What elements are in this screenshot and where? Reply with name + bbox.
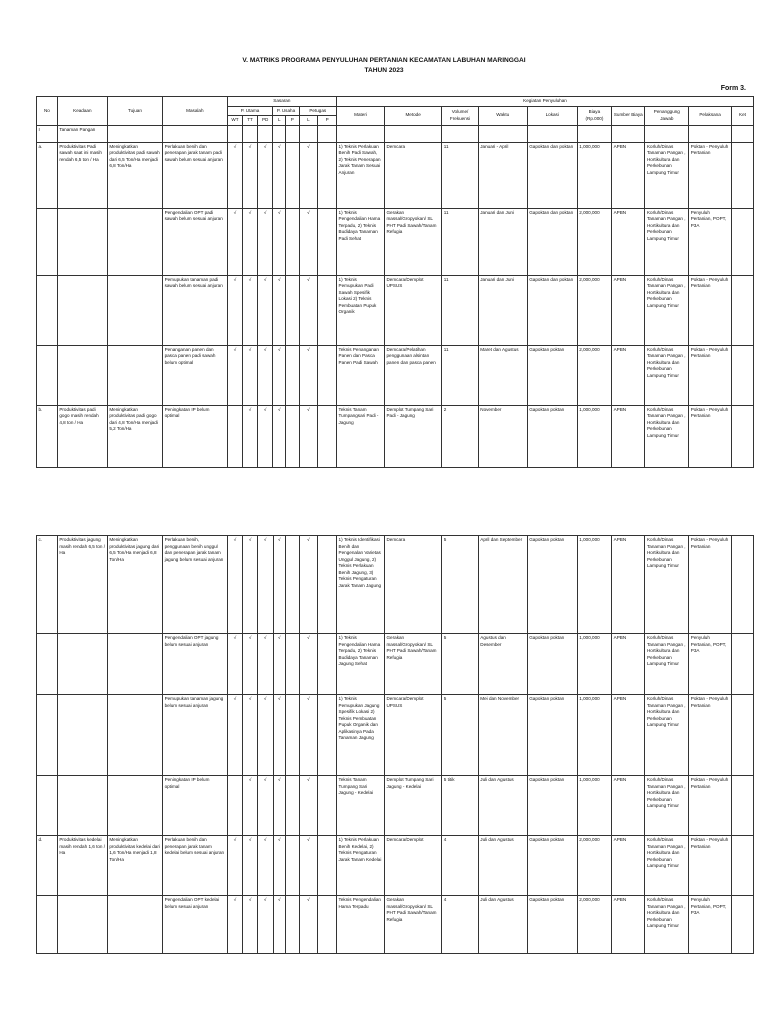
materi-cell: 1) Teknis Pemupukan Padi Sawah Spesifik Lokasi 2) Teknis Pembuatan Pupuk Organik [337, 275, 385, 345]
section-label: Tanaman Pangan [57, 125, 107, 142]
document-title [0, 56, 768, 76]
check-usaha-l: √ [273, 345, 286, 405]
metode-cell: Gerakan massal/Gropyokan/ SL PHT Padi Sawah/Tanam Refugia [384, 208, 441, 275]
volume-cell: 5 [442, 695, 478, 776]
volume-cell: 4 [442, 896, 478, 954]
check-usaha-l: √ [273, 634, 286, 695]
check-petugas-p [318, 836, 337, 896]
row-no: d. [37, 836, 58, 896]
materi-cell: 1) Teknis Pengendalian Hama Terpadu, 2) Teknis Budidaya Tanaman Jagung Sehat [337, 634, 385, 695]
table-row [37, 634, 754, 695]
keadaan-cell [57, 345, 107, 405]
check-pd: √ [257, 896, 273, 954]
check-petugas-p [318, 405, 337, 467]
check-tt: √ [243, 695, 258, 776]
header-penanggung: Penanggung Jawab [645, 106, 689, 125]
section-row [37, 125, 754, 142]
materi-cell: 1) Teknis Perlakuan Benih Kedelai, 2) Teknis Pengaturan Jarak Tanam Kedelai [337, 836, 385, 896]
header-masalah: Masalah [163, 97, 228, 126]
metode-cell: Demcara/Pelatihan penggunaan alsintan panen dan pasca panen [384, 345, 441, 405]
pelaksana-cell: Poktan - Penyuluh Pertanian [689, 142, 732, 208]
check-petugas-p [318, 896, 337, 954]
header-volume: Volume/ Frekuensi [442, 106, 478, 125]
header-usaha-l: L [273, 116, 286, 126]
header-biaya: Biaya (Rp.000) [577, 106, 611, 125]
header-p-usaha: P. Usaha [273, 106, 299, 116]
waktu-cell: Maret dan Agustus [478, 345, 527, 405]
check-petugas-l: √ [299, 695, 318, 776]
biaya-cell: 2,000,000 [577, 345, 611, 405]
metode-cell: Demcara/Demplot UPSUS [384, 695, 441, 776]
materi-cell: 1) Teknis Identifikasi Benih dan Pengenalan Varietas Unggul Jagung, 2) Teknis Perlakuan Benih Jagung, 3) Teknis Pengaturan Jarak Tanam Jagung [337, 536, 385, 634]
tujuan-cell [107, 896, 162, 954]
lokasi-cell: Gapoktan dan poktan [527, 208, 577, 275]
metode-cell: Demcara/Demplot UPSUS [384, 275, 441, 345]
masalah-cell: Pemupukan tanaman jagung belum sesuai anjuran [163, 695, 228, 776]
check-tt: √ [243, 208, 258, 275]
check-wt: √ [227, 536, 243, 634]
header-sumber: Sumber Biaya [612, 106, 645, 125]
lokasi-cell: Gapoktan poktan [527, 634, 577, 695]
check-petugas-l: √ [299, 634, 318, 695]
row-no [37, 695, 58, 776]
masalah-cell: Peningkatan IP belum optimal [163, 776, 228, 836]
header-waktu: Waktu [478, 106, 527, 125]
keadaan-cell [57, 634, 107, 695]
check-petugas-l: √ [299, 345, 318, 405]
pelaksana-cell: Poktan - Penyuluh Pertanian [689, 536, 732, 634]
ket-cell [731, 836, 753, 896]
materi-cell: Teknis Tanam Tumpangsari Padi - Jagung [337, 405, 385, 467]
ket-cell [731, 695, 753, 776]
waktu-cell: Januari dan Juni [478, 208, 527, 275]
tujuan-cell: Meningkatkan produktivitas padi sawah dari 6,5 Ton/Ha menjadi 6,8 Ton/Ha [107, 142, 162, 208]
tujuan-cell [107, 776, 162, 836]
table-row [37, 275, 754, 345]
masalah-cell: Perlakuan benih, penggunaan benih unggul dan penerapan jarak tanam jagung belum sesuai anjuran [163, 536, 228, 634]
lokasi-cell: Gapoktan poktan [527, 776, 577, 836]
volume-cell: 11 [442, 345, 478, 405]
row-no [37, 634, 58, 695]
check-usaha-l: √ [273, 208, 286, 275]
waktu-cell: Juli dan Agustus [478, 896, 527, 954]
biaya-cell: 2,000,000 [577, 836, 611, 896]
matrix-table-top [36, 96, 754, 468]
table-row [37, 776, 754, 836]
check-pd: √ [257, 776, 273, 836]
volume-cell: 11 [442, 208, 478, 275]
ket-cell [731, 776, 753, 836]
ket-cell [731, 345, 753, 405]
masalah-cell: Perlakuan benih dan penerapan jarak tanam padi sawah belum sesuai anjuran [163, 142, 228, 208]
lokasi-cell: Gapoktan poktan [527, 896, 577, 954]
check-petugas-l: √ [299, 208, 318, 275]
table-row [37, 695, 754, 776]
title-line-1: V. MATRIKS PROGRAMA PENYULUHAN PERTANIAN KECAMATAN LABUHAN MARINGGAI [242, 57, 526, 64]
materi-cell: 1) Teknis Pengendalian Hama Terpadu, 2) Teknis Budidaya Tanaman Padi Sehat [337, 208, 385, 275]
header-pd: PD [257, 116, 273, 126]
check-usaha-p [285, 275, 299, 345]
header-sasaran: Sasaran [227, 97, 336, 107]
header-usaha-p: P [285, 116, 299, 126]
lokasi-cell: Gapoktan poktan [527, 405, 577, 467]
table-row [37, 208, 754, 275]
check-petugas-p [318, 345, 337, 405]
sumber-cell: APBN [612, 208, 645, 275]
check-usaha-l: √ [273, 536, 286, 634]
check-tt: √ [243, 142, 258, 208]
masalah-cell: Perlakuan benih dan penerapan jarak tanam kedelai belum sesuai anjuran [163, 836, 228, 896]
header-petugas: Petugas [299, 106, 337, 116]
check-petugas-l: √ [299, 836, 318, 896]
materi-cell: 1) Teknis Perlakuan Benih Padi Sawah, 2) Teknis Penerapan Jarak Tanam Sesuai Anjuran [337, 142, 385, 208]
volume-cell: 4 [442, 836, 478, 896]
header-kegiatan: Kegiatan Penyuluhan [337, 97, 754, 107]
masalah-cell: Peningkatan IP belum optimal [163, 405, 228, 467]
check-pd: √ [257, 208, 273, 275]
pelaksana-cell: Penyuluh Pertanian, POPT, P3A [689, 208, 732, 275]
check-usaha-l: √ [273, 142, 286, 208]
tujuan-cell [107, 695, 162, 776]
check-pd: √ [257, 345, 273, 405]
check-tt: √ [243, 634, 258, 695]
lokasi-cell: Gapoktan poktan [527, 536, 577, 634]
tujuan-cell [107, 208, 162, 275]
sumber-cell: APBN [612, 695, 645, 776]
check-petugas-l: √ [299, 776, 318, 836]
volume-cell: 5 [442, 536, 478, 634]
penanggung-cell: Korluh/Dinas Tanaman Pangan , Hortikultura dan Perkebunan Lampung Timur [645, 836, 689, 896]
lokasi-cell: Gapoktan poktan [527, 695, 577, 776]
ket-cell [731, 405, 753, 467]
penanggung-cell: Korluh/Dinas Tanaman Pangan , Hortikultura dan Perkebunan Lampung Timur [645, 896, 689, 954]
biaya-cell: 1,000,000 [577, 405, 611, 467]
check-petugas-p [318, 142, 337, 208]
tujuan-cell [107, 275, 162, 345]
form-number: Form 3. [720, 85, 746, 92]
ket-cell [731, 208, 753, 275]
volume-cell: 2 [442, 405, 478, 467]
header-metode: Metode [384, 106, 441, 125]
masalah-cell: Pengendalian OPT kedelai belum sesuai anjuran [163, 896, 228, 954]
pelaksana-cell: Poktan - Penyuluh Pertanian [689, 345, 732, 405]
biaya-cell: 2,000,000 [577, 896, 611, 954]
header-keadaan: Keadaan [57, 97, 107, 126]
pelaksana-cell: Poktan - Penyuluh Pertanian [689, 405, 732, 467]
keadaan-cell [57, 896, 107, 954]
check-usaha-l: √ [273, 776, 286, 836]
matrix-table-bottom [36, 535, 754, 954]
check-wt [227, 776, 243, 836]
volume-cell: 5 titik [442, 776, 478, 836]
materi-cell: Teknis Penanganan Panen dan Pasca Panen Padi Sawah [337, 345, 385, 405]
sumber-cell: APBN [612, 776, 645, 836]
row-no [37, 776, 58, 836]
tujuan-cell: Meningkatkan produktivitas padi gogo dari 4,8 Ton/Ha menjadi 5,2 Ton/Ha [107, 405, 162, 467]
pelaksana-cell: Poktan - Penyuluh Pertanian [689, 695, 732, 776]
materi-cell: Teknis Pengendalian Hama Terpadu [337, 896, 385, 954]
check-wt [227, 405, 243, 467]
check-pd: √ [257, 634, 273, 695]
sumber-cell: APBN [612, 536, 645, 634]
keadaan-cell [57, 208, 107, 275]
keadaan-cell [57, 776, 107, 836]
penanggung-cell: Korluh/Dinas Tanaman Pangan , Hortikultura dan Perkebunan Lampung Timur [645, 776, 689, 836]
check-usaha-l: √ [273, 695, 286, 776]
sumber-cell: APBN [612, 345, 645, 405]
waktu-cell: Juli dan Agustus [478, 836, 527, 896]
check-usaha-p [285, 345, 299, 405]
sumber-cell: APBN [612, 275, 645, 345]
check-petugas-l: √ [299, 536, 318, 634]
pelaksana-cell: Penyuluh Pertanian, POPT, P3A [689, 634, 732, 695]
check-pd: √ [257, 836, 273, 896]
biaya-cell: 1,000,000 [577, 776, 611, 836]
materi-cell: 1) Teknis Pemupukan Jagung Spesifik Lokasi 2) Teknis Pembuatan Pupuk Organik dan Aplikasinya Pada Tanaman Jagung [337, 695, 385, 776]
check-usaha-l: √ [273, 405, 286, 467]
check-petugas-l: √ [299, 896, 318, 954]
waktu-cell: Mei dan November [478, 695, 527, 776]
row-no [37, 345, 58, 405]
volume-cell: 11 [442, 142, 478, 208]
check-tt: √ [243, 405, 258, 467]
biaya-cell: 1,000,000 [577, 142, 611, 208]
check-usaha-p [286, 695, 300, 776]
masalah-cell: Penanganan panen dan pasca panen padi sawah belum optimal [163, 345, 228, 405]
table-row [37, 836, 754, 896]
ket-cell [731, 634, 753, 695]
header-no: No [37, 97, 58, 126]
check-usaha-p [286, 896, 300, 954]
check-petugas-p [318, 634, 337, 695]
metode-cell: Demplot Tumpang Sari Jagung - Kedelai [384, 776, 441, 836]
check-wt: √ [227, 275, 243, 345]
check-tt: √ [243, 836, 258, 896]
lokasi-cell: Gapoktan poktan [527, 345, 577, 405]
check-tt: √ [243, 776, 258, 836]
biaya-cell: 2,000,000 [577, 275, 611, 345]
metode-cell: Demcara/Demplot [384, 836, 441, 896]
tujuan-cell [107, 634, 162, 695]
waktu-cell: Januari - April [478, 142, 527, 208]
check-wt: √ [227, 345, 243, 405]
tujuan-cell: Meningkatkan produktivitas kedelai dari 1,6 Ton/Ha menjadi 1,8 Ton/Ha [107, 836, 162, 896]
header-lokasi: Lokasi [527, 106, 577, 125]
table-row [37, 142, 754, 208]
header-petugas-l: L [299, 116, 318, 126]
pelaksana-cell: Poktan - Penyuluh Pertanian [689, 836, 732, 896]
metode-cell: Demcara [384, 536, 441, 634]
check-petugas-p [318, 275, 337, 345]
check-usaha-p [285, 208, 299, 275]
check-pd: √ [257, 536, 273, 634]
sumber-cell: APBN [612, 142, 645, 208]
table-row [37, 896, 754, 954]
check-pd: √ [257, 405, 273, 467]
check-petugas-l: √ [299, 142, 318, 208]
check-petugas-p [318, 695, 337, 776]
header-tujuan: Tujuan [107, 97, 162, 126]
metode-cell: Gerakan massal/Gropyokan/ SL PHT Padi Sawah/Tanam Refugia [384, 896, 441, 954]
penanggung-cell: Korluh/Dinas Tanaman Pangan , Hortikultura dan Perkebunan Lampung Timur [645, 208, 689, 275]
check-usaha-p [286, 836, 300, 896]
check-usaha-l: √ [273, 275, 286, 345]
row-no [37, 896, 58, 954]
metode-cell: Demplot Tumpang Sari Padi - Jagung [384, 405, 441, 467]
tujuan-cell: Meningkatkan produktivitas jagung dari 6,5 Ton/Ha menjadi 6,8 Ton/Ha [107, 536, 162, 634]
penanggung-cell: Korluh/Dinas Tanaman Pangan , Hortikultura dan Perkebunan Lampung Timur [645, 345, 689, 405]
metode-cell: Demcara [384, 142, 441, 208]
ket-cell [731, 275, 753, 345]
header-ket: Ket [731, 106, 753, 125]
header-pelaksana: Pelaksana [689, 106, 732, 125]
check-usaha-p [286, 776, 300, 836]
row-no [37, 275, 58, 345]
penanggung-cell: Korluh/Dinas Tanaman Pangan , Hortikultura dan Perkebunan Lampung Timur [645, 405, 689, 467]
biaya-cell: 1,000,000 [577, 695, 611, 776]
table-row [37, 345, 754, 405]
tujuan-cell [107, 345, 162, 405]
check-wt: √ [227, 836, 243, 896]
waktu-cell: November [478, 405, 527, 467]
keadaan-cell: Produktivitas jagung masih rendah 6,5 ton / Ha [57, 536, 107, 634]
check-usaha-p [285, 405, 299, 467]
keadaan-cell: Produktivitas Padi sawah saat ini masih rendah 6,5 ton / Ha [57, 142, 107, 208]
lokasi-cell: Gapoktan dan poktan [527, 275, 577, 345]
masalah-cell: Pemupukan tanaman padi sawah belum sesuai anjuran [163, 275, 228, 345]
header-petugas-p: P [318, 116, 337, 126]
row-no: a. [37, 142, 58, 208]
keadaan-cell [57, 275, 107, 345]
check-petugas-p [318, 208, 337, 275]
biaya-cell: 1,000,000 [577, 536, 611, 634]
ket-cell [731, 142, 753, 208]
sumber-cell: APBN [612, 896, 645, 954]
check-wt: √ [227, 896, 243, 954]
check-pd: √ [257, 142, 273, 208]
check-usaha-l: √ [273, 836, 286, 896]
check-tt: √ [243, 345, 258, 405]
penanggung-cell: Korluh/Dinas Tanaman Pangan , Hortikultura dan Perkebunan Lampung Timur [645, 695, 689, 776]
keadaan-cell [57, 695, 107, 776]
masalah-cell: Pengendalian OPT jagung belum sesuai anjuran [163, 634, 228, 695]
check-petugas-l: √ [299, 405, 318, 467]
materi-cell: Teknis Tanam Tumpang Sari Jagung - Kedelai [337, 776, 385, 836]
waktu-cell: Januari dan Juni [478, 275, 527, 345]
lokasi-cell: Gapoktan dan poktan [527, 142, 577, 208]
ket-cell [731, 896, 753, 954]
check-usaha-p [286, 634, 300, 695]
check-wt: √ [227, 634, 243, 695]
header-wt: WT [227, 116, 243, 126]
penanggung-cell: Korluh/Dinas Tanaman Pangan , Hortikultura dan Perkebunan Lampung Timur [645, 536, 689, 634]
header-tt: TT [243, 116, 258, 126]
header-p-utama: P. Utama [227, 106, 273, 116]
table-row [37, 405, 754, 467]
check-pd: √ [257, 695, 273, 776]
header-materi: Materi [337, 106, 385, 125]
keadaan-cell: Produktivitas padi gogo masih rendah 4,8 ton / Ha [57, 405, 107, 467]
waktu-cell: Juli dan Agustus [478, 776, 527, 836]
sumber-cell: APBN [612, 634, 645, 695]
penanggung-cell: Korluh/Dinas Tanaman Pangan , Hortikultura dan Perkebunan Lampung Timur [645, 275, 689, 345]
penanggung-cell: Korluh/Dinas Tanaman Pangan , Hortikultura dan Perkebunan Lampung Timur [645, 634, 689, 695]
biaya-cell: 1,000,000 [577, 634, 611, 695]
masalah-cell: Pengendalian OPT padi sawah belum sesuai anjuran [163, 208, 228, 275]
check-wt: √ [227, 208, 243, 275]
check-petugas-p [318, 536, 337, 634]
penanggung-cell: Korluh/Dinas Tanaman Pangan , Hortikultura dan Perkebunan Lampung Timur [645, 142, 689, 208]
volume-cell: 5 [442, 634, 478, 695]
volume-cell: 11 [442, 275, 478, 345]
check-tt: √ [243, 536, 258, 634]
check-wt: √ [227, 695, 243, 776]
check-usaha-p [286, 536, 300, 634]
pelaksana-cell: Poktan - Penyuluh Pertanian [689, 776, 732, 836]
metode-cell: Gerakan massal/Gropyokan/ SL PHT Padi Sawah/Tanam Refugia [384, 634, 441, 695]
check-petugas-l: √ [299, 275, 318, 345]
title-line-2: TAHUN 2023 [364, 67, 404, 74]
table-row [37, 536, 754, 634]
lokasi-cell: Gapoktan poktan [527, 836, 577, 896]
check-wt: √ [227, 142, 243, 208]
pelaksana-cell: Poktan - Penyuluh Pertanian [689, 275, 732, 345]
sumber-cell: APBN [612, 836, 645, 896]
ket-cell [731, 536, 753, 634]
biaya-cell: 2,000,000 [577, 208, 611, 275]
check-tt: √ [243, 275, 258, 345]
check-tt: √ [243, 896, 258, 954]
row-no [37, 208, 58, 275]
waktu-cell: April dan September [478, 536, 527, 634]
row-no: b. [37, 405, 58, 467]
keadaan-cell: Produktivitas kedelai masih rendah 1,6 ton / Ha [57, 836, 107, 896]
pelaksana-cell: Penyuluh Pertanian, POPT, P3A [689, 896, 732, 954]
check-petugas-p [318, 776, 337, 836]
check-pd: √ [257, 275, 273, 345]
section-no: I [37, 125, 58, 142]
check-usaha-p [285, 142, 299, 208]
row-no: c. [37, 536, 58, 634]
check-usaha-l: √ [273, 896, 286, 954]
waktu-cell: Agustus dan Desember [478, 634, 527, 695]
sumber-cell: APBN [612, 405, 645, 467]
